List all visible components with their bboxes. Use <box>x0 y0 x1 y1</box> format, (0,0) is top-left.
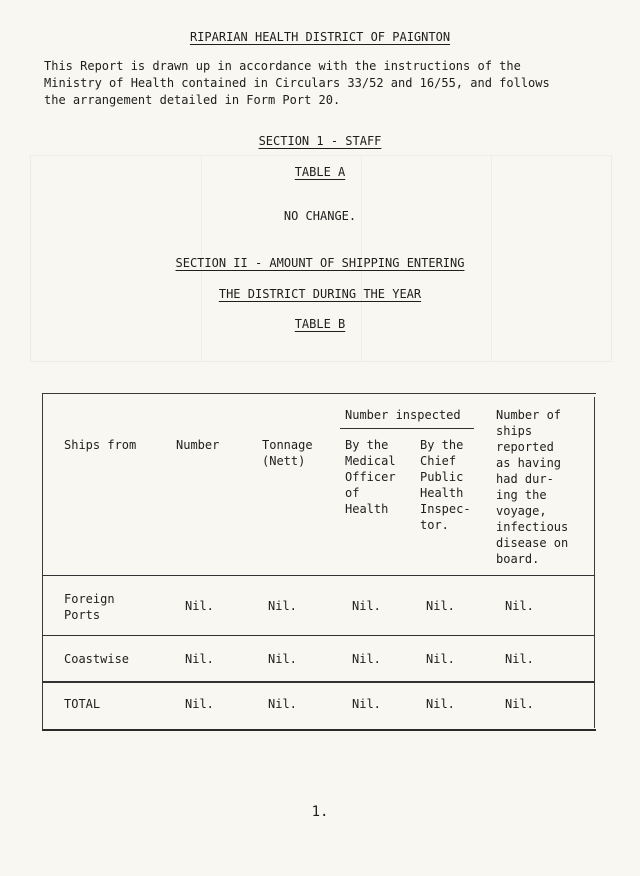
header-ships-from: Ships from <box>64 438 137 452</box>
table-a-label: TABLE A <box>294 165 346 179</box>
cell-tonnage: Nil. <box>268 599 297 613</box>
number-inspected-underline <box>340 428 474 429</box>
row-label-total: TOTAL <box>64 697 101 711</box>
row-label-foreign-ports: Foreign Ports <box>64 592 115 622</box>
section-2-heading: SECTION II - AMOUNT OF SHIPPING ENTERING <box>175 256 465 270</box>
page-number: 1. <box>311 804 329 820</box>
cell-infectious: Nil. <box>505 652 534 666</box>
row-divider <box>42 635 595 636</box>
header-by-medical-officer: By the Medical Officer of Health <box>345 438 396 516</box>
header-infectious-disease: Number of ships reported as having had dur- ing the voyage, infectious disease on board. <box>496 408 569 566</box>
cell-number: Nil. <box>185 697 214 711</box>
cell-infectious: Nil. <box>505 697 534 711</box>
cell-medical-officer: Nil. <box>352 599 381 613</box>
section-1-heading: SECTION 1 - STAFF <box>258 134 382 148</box>
cell-tonnage: Nil. <box>268 652 297 666</box>
header-by-chief-phi: By the Chief Public Health Inspec- tor. <box>420 438 471 532</box>
cell-medical-officer: Nil. <box>352 697 381 711</box>
header-tonnage: Tonnage (Nett) <box>262 438 313 468</box>
table-right-border <box>594 397 595 728</box>
cell-number: Nil. <box>185 652 214 666</box>
cell-medical-officer: Nil. <box>352 652 381 666</box>
document-title: RIPARIAN HEALTH DISTRICT OF PAIGNTON <box>189 30 451 44</box>
cell-number: Nil. <box>185 599 214 613</box>
cell-infectious: Nil. <box>505 599 534 613</box>
header-number-inspected: Number inspected <box>345 408 461 422</box>
header-divider <box>42 575 595 576</box>
section-2-heading-cont: THE DISTRICT DURING THE YEAR <box>218 287 422 301</box>
header-number: Number <box>176 438 220 452</box>
intro-paragraph: This Report is drawn up in accordance with the instructions of the Ministry of Health contained in Circulars 33/52 and 16/55, and follows the arrangement detailed in Form Port 20. <box>44 59 550 107</box>
table-b-label: TABLE B <box>294 317 346 331</box>
cell-chief-phi: Nil. <box>426 652 455 666</box>
cell-chief-phi: Nil. <box>426 697 455 711</box>
cell-chief-phi: Nil. <box>426 599 455 613</box>
row-label-coastwise: Coastwise <box>64 652 130 666</box>
row-divider <box>42 681 595 683</box>
cell-tonnage: Nil. <box>268 697 297 711</box>
no-change-text: NO CHANGE. <box>283 209 357 223</box>
